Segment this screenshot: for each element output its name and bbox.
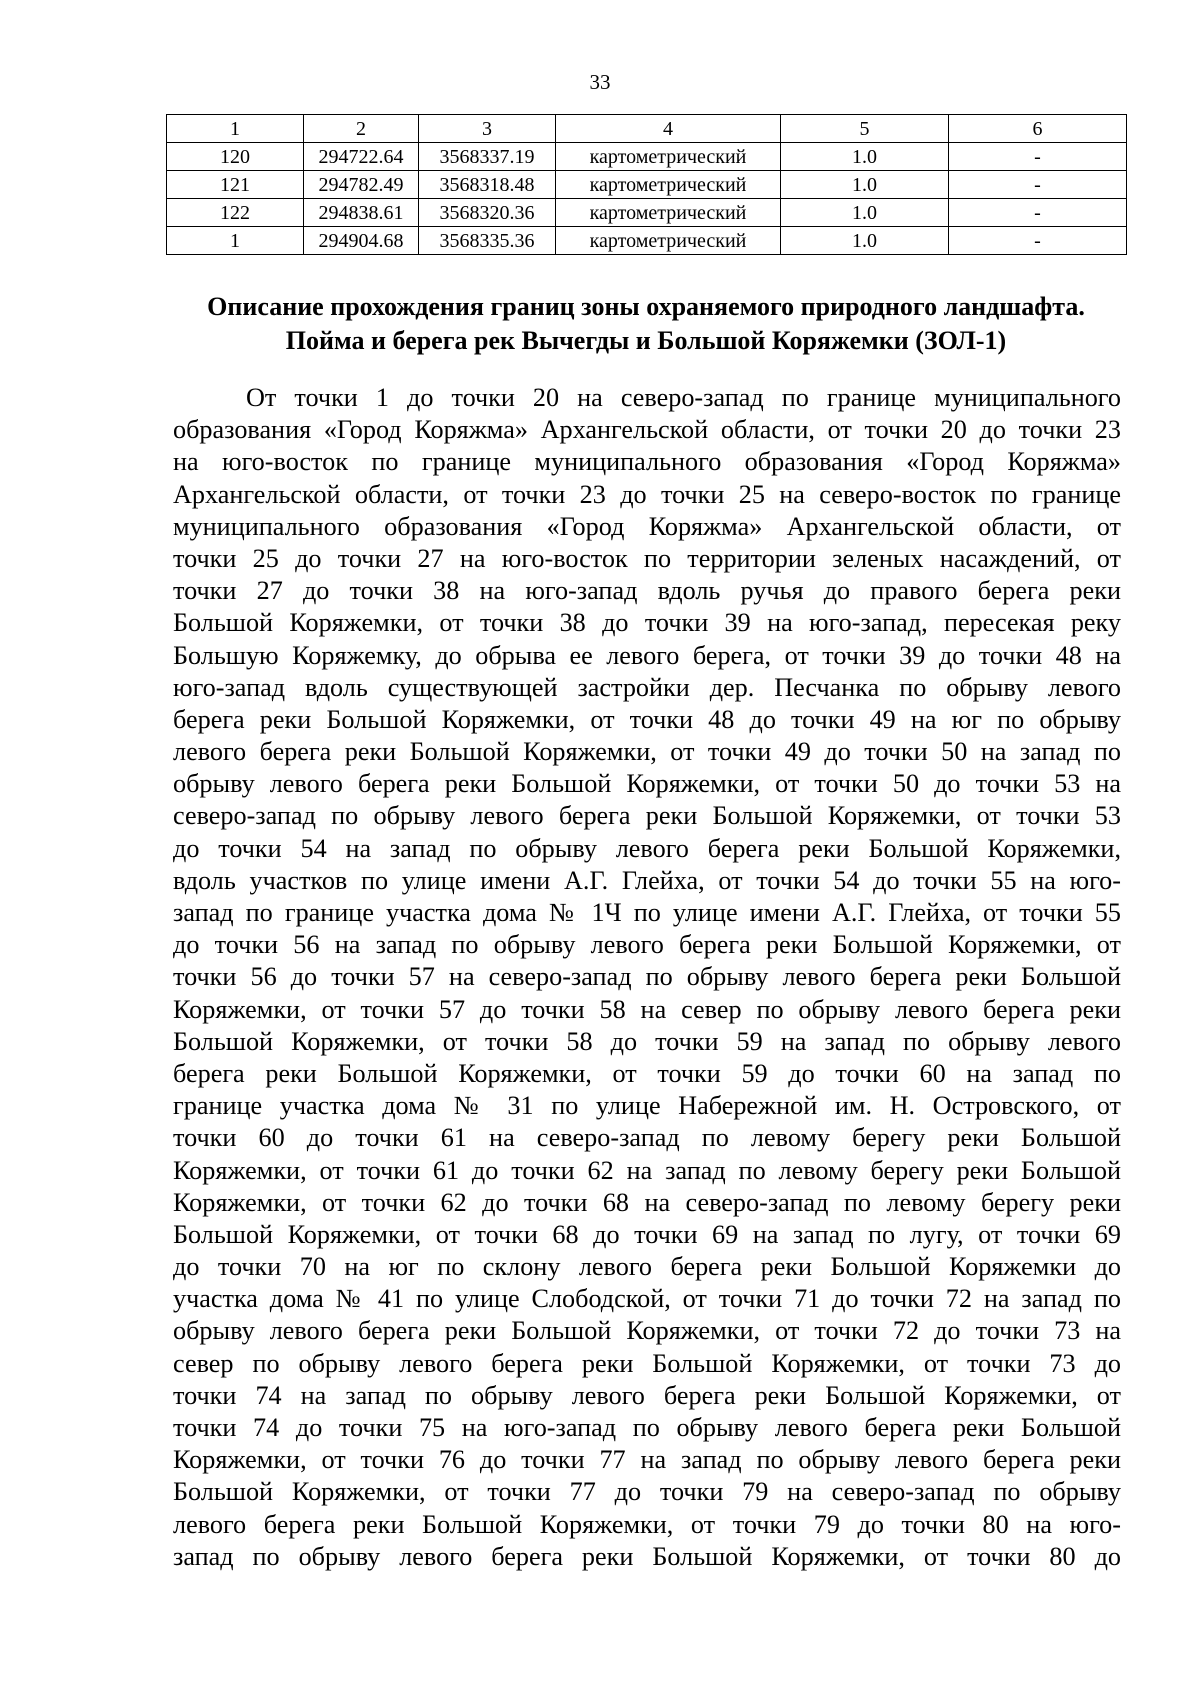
paragraph-line: точки 27 до точки 38 на юго-запад вдоль ручья до правого берега реки (173, 576, 1121, 606)
accuracy-cell: 1.0 (781, 143, 949, 171)
table-row (167, 143, 1127, 171)
paragraph-line: до точки 70 на юг по склону левого берега реки Большой Коряжемки до (173, 1252, 1121, 1282)
point-number-cell: 120 (167, 143, 304, 171)
boundary-description-paragraph (173, 382, 1121, 1573)
table-header-cell: 2 (304, 115, 419, 143)
x-coordinate-cell: 294838.61 (304, 199, 419, 227)
paragraph-line: берега реки Большой Коряжемки, от точки 48 до точки 49 на юг по обрыву (173, 704, 1121, 734)
table-row (167, 227, 1127, 255)
page-number: 33 (589, 70, 611, 94)
table-header-cell: 1 (167, 115, 304, 143)
table-header-cell: 4 (556, 115, 781, 143)
paragraph-line: точки 56 до точки 57 на северо-запад по обрыву левого берега реки Большой (173, 962, 1121, 992)
notes-cell: - (949, 143, 1127, 171)
paragraph-line: Большой Коряжемки, от точки 38 до точки 39 на юго-запад, пересекая реку (173, 608, 1121, 638)
notes-cell: - (949, 227, 1127, 255)
paragraph-line: Коряжемки, от точки 76 до точки 77 на запад по обрыву левого берега реки (173, 1445, 1121, 1475)
paragraph-line: Большой Коряжемки, от точки 58 до точки 59 на запад по обрыву левого (173, 1026, 1121, 1056)
paragraph-line: вдоль участков по улице имени А.Г. Глейха, от точки 54 до точки 55 на юго- (173, 865, 1121, 895)
accuracy-cell: 1.0 (781, 171, 949, 199)
point-number-cell: 121 (167, 171, 304, 199)
notes-cell: - (949, 171, 1127, 199)
x-coordinate-cell: 294904.68 (304, 227, 419, 255)
paragraph-line: точки 60 до точки 61 на северо-запад по левому берегу реки Большой (173, 1123, 1121, 1153)
paragraph-line: запад по обрыву левого берега реки Большой Коряжемки, от точки 80 до (173, 1541, 1121, 1571)
paragraph-line: От точки 1 до точки 20 на северо-запад по границе муниципального (246, 383, 1121, 412)
paragraph-line: границе участка дома № 31 по улице Набережной им. Н. Островского, от (173, 1091, 1121, 1121)
paragraph-line: север по обрыву левого берега реки Большой Коряжемки, от точки 73 до (173, 1348, 1121, 1378)
paragraph-line: до точки 54 на запад по обрыву левого берега реки Большой Коряжемки, (173, 833, 1121, 863)
section-heading-line-2: Пойма и берега рек Вычегды и Большой Коряжемки (ЗОЛ-1) (285, 326, 1007, 355)
paragraph-line: Коряжемки, от точки 62 до точки 68 на северо-запад по левому берегу реки (173, 1187, 1121, 1217)
x-coordinate-cell: 294722.64 (304, 143, 419, 171)
method-cell: картометрический (556, 199, 781, 227)
y-coordinate-cell: 3568337.19 (419, 143, 556, 171)
paragraph-line: Большой Коряжемки, от точки 68 до точки 69 на запад по лугу, от точки 69 (173, 1219, 1121, 1249)
table-header-cell: 6 (949, 115, 1127, 143)
section-heading-line-1: Описание прохождения границ зоны охраняемого природного ландшафта. (207, 292, 1085, 321)
section-heading (166, 290, 1126, 358)
accuracy-cell: 1.0 (781, 199, 949, 227)
paragraph-line: Коряжемки, от точки 57 до точки 58 на север по обрыву левого берега реки (173, 994, 1121, 1024)
paragraph-line: образования «Город Коряжма» Архангельской области, от точки 20 до точки 23 (173, 415, 1121, 445)
paragraph-line: Коряжемки, от точки 61 до точки 62 на запад по левому берегу реки Большой (173, 1155, 1121, 1185)
method-cell: картометрический (556, 143, 781, 171)
paragraph-line: участка дома № 41 по улице Слободской, от точки 71 до точки 72 на запад по (173, 1284, 1121, 1314)
paragraph-line: левого берега реки Большой Коряжемки, от точки 49 до точки 50 на запад по (173, 737, 1121, 767)
method-cell: картометрический (556, 227, 781, 255)
paragraph-line: точки 25 до точки 27 на юго-восток по территории зеленых насаждений, от (173, 543, 1121, 573)
paragraph-line: обрыву левого берега реки Большой Коряжемки, от точки 72 до точки 73 на (173, 1316, 1121, 1346)
method-cell: картометрический (556, 171, 781, 199)
table-header-cell: 3 (419, 115, 556, 143)
paragraph-line: запад по границе участка дома № 1Ч по улице имени А.Г. Глейха, от точки 55 (173, 898, 1121, 927)
paragraph-line: Большую Коряжемку, до обрыва ее левого берега, от точки 39 до точки 48 на (173, 640, 1121, 670)
paragraph-line: левого берега реки Большой Коряжемки, от точки 79 до точки 80 на юго- (173, 1509, 1121, 1539)
notes-cell: - (949, 199, 1127, 227)
paragraph-line: муниципального образования «Город Коряжма» Архангельской области, от (173, 511, 1121, 541)
paragraph-line: на юго-восток по границе муниципального образования «Город Коряжма» (173, 447, 1121, 477)
paragraph-line: до точки 56 на запад по обрыву левого берега реки Большой Коряжемки, от (173, 930, 1121, 960)
paragraph-line: юго-запад вдоль существующей застройки дер. Песчанка по обрыву левого (173, 672, 1121, 702)
accuracy-cell: 1.0 (781, 227, 949, 255)
paragraph-line: северо-запад по обрыву левого берега реки Большой Коряжемки, от точки 53 (173, 801, 1121, 831)
point-number-cell: 1 (167, 227, 304, 255)
coordinates-table (166, 114, 1127, 255)
table-header-cell: 5 (781, 115, 949, 143)
table-row (167, 199, 1127, 227)
paragraph-line: Архангельской области, от точки 23 до точки 25 на северо-восток по границе (173, 479, 1121, 509)
paragraph-line: обрыву левого берега реки Большой Коряжемки, от точки 50 до точки 53 на (173, 769, 1121, 799)
table-row (167, 171, 1127, 199)
paragraph-line: точки 74 на запад по обрыву левого берега реки Большой Коряжемки, от (173, 1380, 1121, 1410)
y-coordinate-cell: 3568320.36 (419, 199, 556, 227)
paragraph-line: точки 74 до точки 75 на юго-запад по обрыву левого берега реки Большой (173, 1413, 1121, 1442)
paragraph-line: берега реки Большой Коряжемки, от точки 59 до точки 60 на запад по (173, 1058, 1121, 1088)
y-coordinate-cell: 3568335.36 (419, 227, 556, 255)
x-coordinate-cell: 294782.49 (304, 171, 419, 199)
table-header-row (167, 115, 1127, 143)
point-number-cell: 122 (167, 199, 304, 227)
y-coordinate-cell: 3568318.48 (419, 171, 556, 199)
paragraph-line: Большой Коряжемки, от точки 77 до точки 79 на северо-запад по обрыву (173, 1477, 1121, 1507)
